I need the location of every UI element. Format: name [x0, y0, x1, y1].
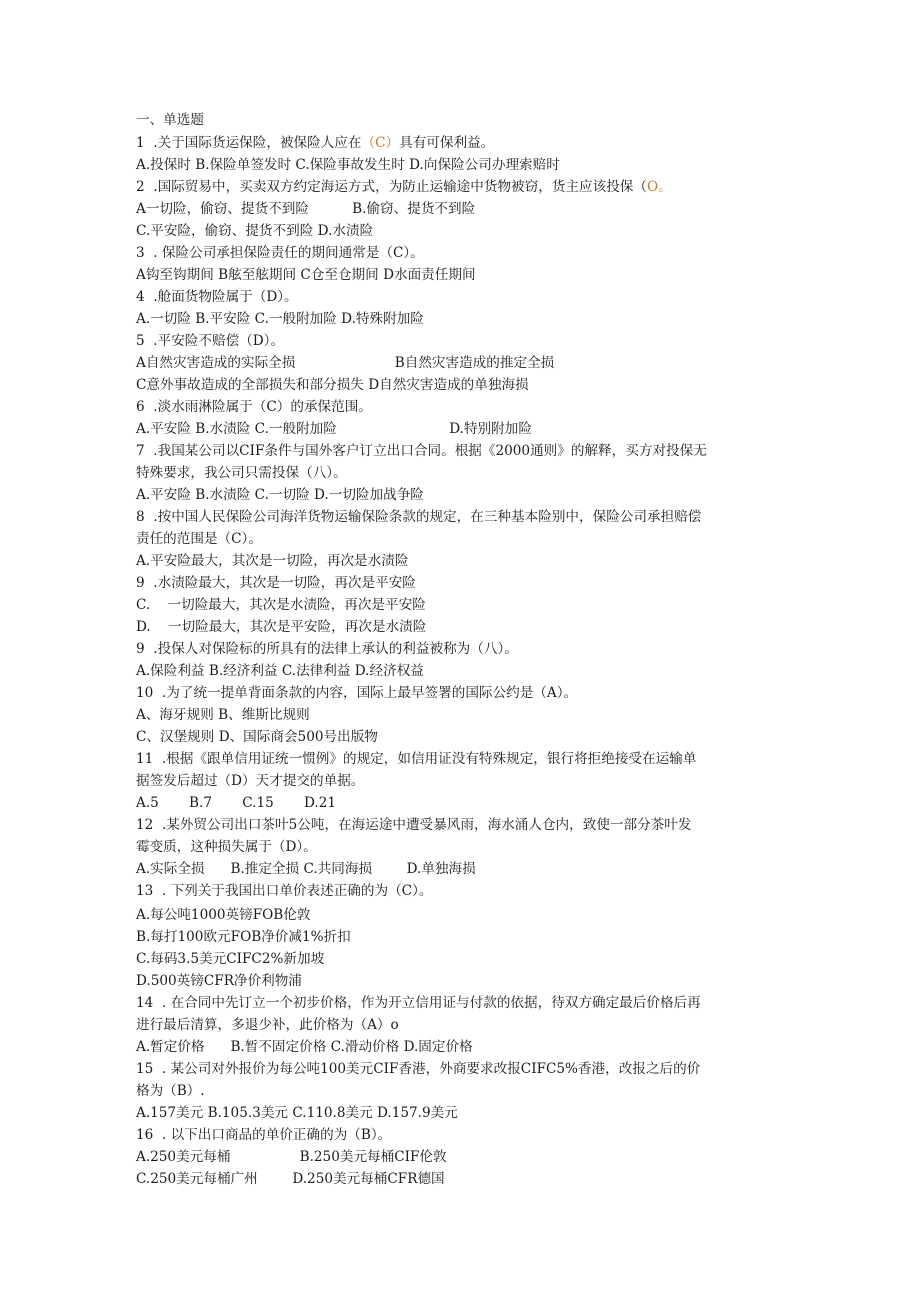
text-line: 进行最后清算，多退少补，此价格为（A）o [136, 1017, 399, 1033]
text-line: 格为（B）. [136, 1083, 205, 1099]
text-line: A.平安险 B.水渍险 C.一般附加险 D.特别附加险 [136, 421, 532, 437]
text-line: A.实际全损 B.推定全损 C.共同海损 D.单独海损 [136, 861, 476, 877]
text-line: 7 .我国某公司以CIF条件与国外客户订立出口合同。根据《2000通则》的解释，买方对投保无 [136, 443, 707, 459]
text-line: A.一切险 B.平安险 C.一般附加险 D.特殊附加险 [136, 311, 424, 327]
text-line: A.暂定价格 B.暂不固定价格 C.滑动价格 D.固定价格 [136, 1039, 473, 1055]
text-line: 16 . 以下出口商品的单价正确的为（B）。 [136, 1127, 392, 1143]
text-line: A.投保时 B.保险单签发时 C.保险事故发生时 D.向保险公司办理索赔时 [136, 157, 560, 173]
text-line: 1 .关于国际货运保险，被保险人应在（C）具有可保利益。 [136, 135, 495, 151]
text-line: 4 .舱面货物险属于（D）。 [136, 289, 298, 305]
text-line: C意外事故造成的全部损失和部分损失 D自然灾害造成的单独海损 [136, 377, 529, 393]
text-line: A、海牙规则 B、维斯比规则 [136, 707, 310, 723]
section-title: 一、单选题 [136, 112, 204, 128]
text-line: 8 .按中国人民保险公司海洋货物运输保险条款的规定，在三种基本险别中，保险公司承担赔偿 [136, 509, 702, 525]
text-line: A.保险利益 B.经济利益 C.法律利益 D.经济权益 [136, 663, 424, 679]
text-line: A.250美元每桶 B.250美元每桶CIF伦敦 [136, 1149, 447, 1165]
text-line: 霉变质，这种损失属于（D）。 [136, 839, 317, 855]
text-line: 特殊要求，我公司只需投保（八）。 [136, 465, 347, 481]
text-line: 3 . 保险公司承担保险责任的期间通常是（C）。 [136, 245, 424, 261]
text-line: A自然灾害造成的实际全损 B自然灾害造成的推定全损 [136, 355, 555, 371]
text-line: 9 .水渍险最大，其次是一切险，再次是平安险 [136, 575, 416, 591]
text-line: C.每码3.5美元CIFC2%新加坡 [136, 951, 325, 967]
text-line: D. 一切险最大，其次是平安险，再次是水渍险 [136, 619, 427, 635]
text-line: 10 .为了统一提单背面条款的内容，国际上最早签署的国际公约是（A）。 [136, 685, 578, 701]
text-line: C. 一切险最大，其次是水渍险，再次是平安险 [136, 597, 426, 613]
text-line: 5 .平安险不赔偿（D）。 [136, 333, 285, 349]
text-line: A.平安险最大，其次是一切险，再次是水渍险 [136, 553, 409, 569]
text-line: 13 . 下列关于我国出口单价表述正确的为（C）。 [136, 883, 433, 899]
text-line: A.157美元 B.105.3美元 C.110.8美元 D.157.9美元 [136, 1105, 458, 1121]
text-line: C.平安险，偷窃、提货不到险 D.水渍险 [136, 223, 374, 239]
text-line: 责任的范围是（C）。 [136, 531, 262, 547]
text-line: 9 .投保人对保险标的所具有的法律上承认的利益被称为（八）。 [136, 641, 518, 657]
text-line: 据签发后超过（D）天才提交的单据。 [136, 773, 365, 789]
text-line: B.每打100欧元FOB净价减1%折扣 [136, 929, 351, 945]
text-line: D.500英镑CFR净价利物浦 [136, 973, 302, 989]
text-line: 11 .根据《跟单信用证统一惯例》的规定，如信用证没有特殊规定，银行将拒绝接受在运输单 [136, 751, 697, 767]
text-line: 15 . 某公司对外报价为每公吨100美元CIF香港，外商要求改报CIFC5%香港，改报之后的价 [136, 1061, 701, 1077]
text-line: C、汉堡规则 D、国际商会500号出版物 [136, 729, 378, 745]
answer-marker: O。 [646, 179, 672, 195]
text-line: A钩至钩期间 B舷至舷期间 C仓至仓期间 D水面责任期间 [136, 267, 476, 283]
text-line: A.5 B.7 C.15 D.21 [136, 795, 337, 811]
text-line: 2 .国际贸易中，买卖双方约定海运方式，为防止运输途中货物被窃，货主应该投保（O。 [136, 179, 672, 195]
text-line: 6 .淡水雨淋险属于（C）的承保范围。 [136, 399, 372, 415]
text-line: A.平安险 B.水渍险 C.一切险 D.一切险加战争险 [136, 487, 424, 503]
text-line: A.每公吨1000英镑FOB伦敦 [136, 907, 311, 923]
text-line: A一切险，偷窃、提货不到险 B.偷窃、提货不到险 [136, 201, 476, 217]
answer-marker: （C） [361, 135, 400, 151]
text-line: 14 . 在合同中先订立一个初步价格，作为开立信用证与付款的依据，待双方确定最后价格后再 [136, 995, 701, 1011]
text-line: C.250美元每桶广州 D.250美元每桶CFR德国 [136, 1171, 445, 1187]
text-line: 12 .某外贸公司出口茶叶5公吨，在海运途中遭受暴风雨，海水涌人仓内，致使一部分茶叶发 [136, 817, 692, 833]
